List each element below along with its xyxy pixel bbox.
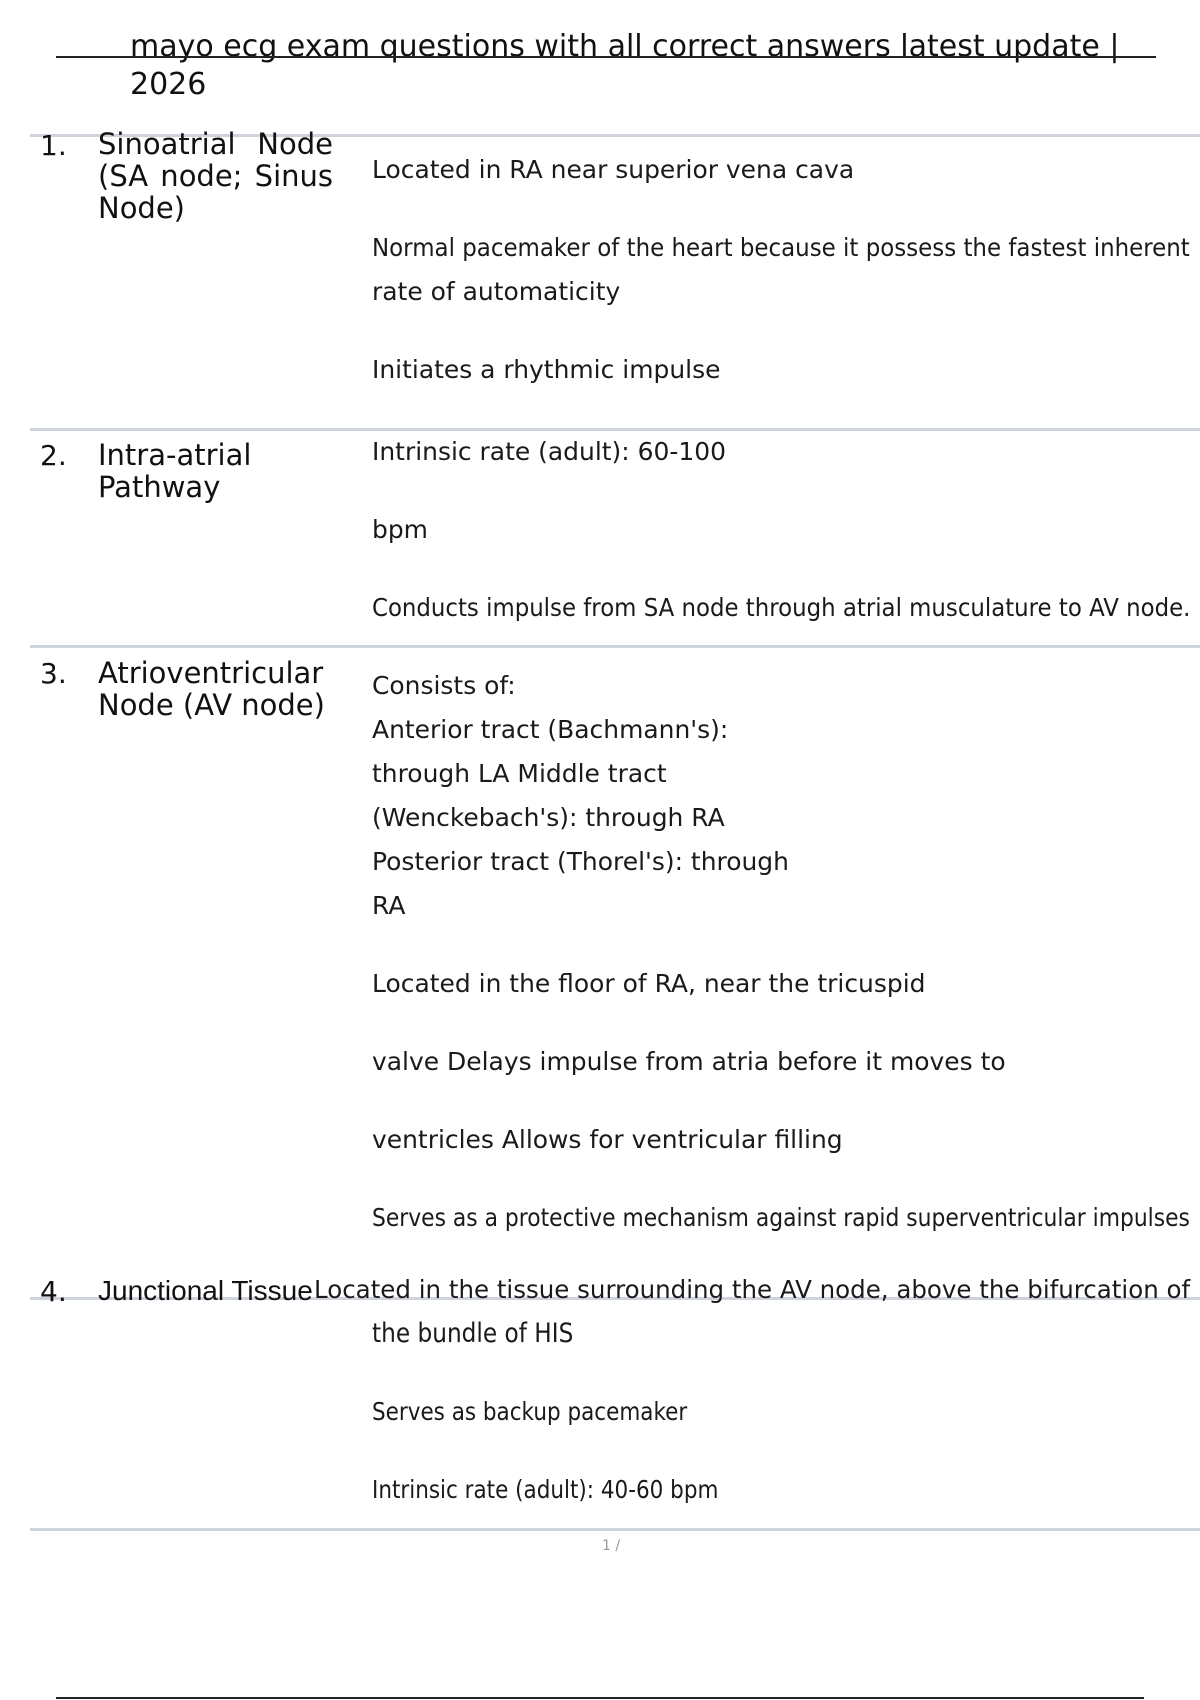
item-definition <box>372 664 1192 1240</box>
definition-line: ventricles Allows for ventricular filling <box>372 1125 843 1154</box>
item-term: Intra-atrial Pathway <box>98 438 252 504</box>
definition-line: RA <box>372 891 406 920</box>
definition-line: bpm <box>372 515 428 544</box>
definition-line: rate of automaticity <box>372 277 621 306</box>
definition-line: Anterior tract (Bachmann's): <box>372 715 729 744</box>
item-definition <box>372 430 1192 630</box>
definition-line: Posterior tract (Thorel's): through <box>372 847 789 876</box>
definition-line: Intrinsic rate (adult): 60-100 <box>372 437 726 466</box>
definition-line: valve Delays impulse from atria before it moves to <box>372 1047 1006 1076</box>
definition-line: through LA Middle tract <box>372 759 667 788</box>
definition-line: the bundle of HIS <box>372 1318 574 1349</box>
definition-line: Normal pacemaker of the heart because it possess the fastest inherent <box>372 233 1190 262</box>
footer-rule <box>56 1697 1144 1699</box>
item-term: Junctional Tissue <box>98 1275 313 1306</box>
item-number: 2. <box>40 439 67 472</box>
definition-line: Serves as a protective mechanism against rapid superventricular impulses <box>372 1203 1190 1232</box>
item-number: 3. <box>40 657 67 690</box>
definition-line: Located in RA near superior vena cava <box>372 155 855 184</box>
definition-line: Located in the floor of RA, near the tricuspid <box>372 969 926 998</box>
definition-line: Consists of: <box>372 671 516 700</box>
definition-line: Conducts impulse from SA node through atrial musculature to AV node. <box>372 593 1191 622</box>
item-term: Atrioventricular Node (AV node) <box>98 656 325 722</box>
item-number: 4. <box>40 1275 67 1308</box>
definition-line: Serves as backup pacemaker <box>372 1397 688 1426</box>
item-definition <box>314 1268 1191 1512</box>
page-number: 1 / <box>602 1538 621 1554</box>
header-rule <box>56 56 1156 58</box>
table-bottom-rule <box>30 1528 1200 1531</box>
document-title: mayo ecg exam questions with all correct answers latest update | 2026 <box>130 29 1120 102</box>
item-term: Sinoatrial Node (SA node; Sinus Node) <box>98 127 333 225</box>
definition-line: Intrinsic rate (adult): 40-60 bpm <box>372 1475 719 1504</box>
definition-line: Located in the tissue surrounding the AV node, above the bifurcation of <box>314 1275 1191 1304</box>
definition-line: (Wenckebach's): through RA <box>372 803 725 832</box>
item-definition <box>372 148 1192 392</box>
row-divider <box>30 645 1200 648</box>
definition-line: Initiates a rhythmic impulse <box>372 355 721 384</box>
item-number: 1. <box>40 129 67 162</box>
